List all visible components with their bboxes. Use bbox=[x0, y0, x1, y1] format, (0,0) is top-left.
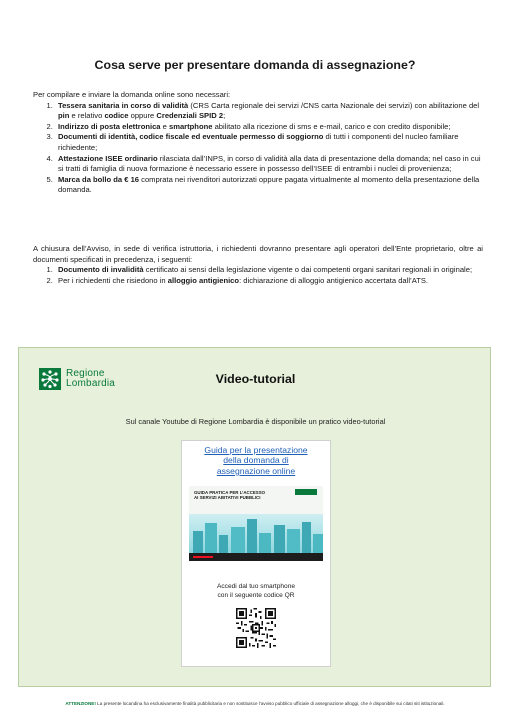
video-progress-bar[interactable] bbox=[193, 556, 213, 558]
requirement-item: 1. Tessera sanitaria in corso di validità (CRS Carta regionale dei servizi /CNS carta Nazionale dei servizi) con abilitazione del pin e relativo codice oppure Credenziali SPID 2; bbox=[55, 101, 483, 122]
video-tutorial-subtitle: Sul canale Youtube di Regione Lombardia è disponibile un pratico video-tutorial bbox=[125, 417, 386, 426]
requirements-section bbox=[33, 90, 483, 196]
video-player-controls[interactable] bbox=[189, 553, 323, 561]
requirement-item: 5. Marca da bollo da € 16 comprata nei rivenditori autorizzati oppure pagata virtualmente al momento della presentazione della domanda. bbox=[55, 175, 483, 196]
qr-code-icon[interactable] bbox=[236, 608, 276, 648]
thumbnail-header bbox=[189, 486, 323, 514]
video-tutorial-box bbox=[18, 347, 491, 687]
tutorial-guide-link[interactable]: Guida per la presentazione della domanda di assegnazione online bbox=[204, 445, 308, 476]
thumbnail-logo bbox=[295, 489, 317, 495]
page-title: Cosa serve per presentare domanda di assegnazione? bbox=[94, 58, 416, 72]
requirement-item: 4. Attestazione ISEE ordinario rilasciata dall’INPS, in corso di validità alla data di presentazione della domanda; nel caso in cui si tratti di famiglia di nuova formazione è necessario essere in possesso dell’ISEE di entrambi i nuclei di provenienza; bbox=[55, 154, 483, 175]
requirements-list bbox=[33, 101, 483, 196]
intro-text: Per compilare e inviare la domanda online sono necessari: bbox=[33, 90, 231, 99]
closing-item: 1. Documento di invalidità certificato ai sensi della legislazione vigente o dai competenti organi sanitari regionali in originale; bbox=[55, 265, 483, 276]
closing-paragraph: A chiusura dell’Avviso, in sede di verifica istruttoria, i richiedenti dovranno presentare agli operatori dell’Ente proprietario, oltre ai documenti specificati in precedenza, i seguenti: bbox=[33, 244, 483, 264]
thumbnail-caption: GUIDA PRATICA PER L’ACCESSO AI SERVIZI ABITATIVI PUBBLICI bbox=[194, 490, 266, 501]
qr-instructions: Accedi dal tuo smartphone con il seguente codice QR bbox=[216, 583, 296, 599]
closing-section bbox=[33, 244, 483, 286]
closing-list bbox=[33, 265, 483, 286]
requirement-item: 2. Indirizzo di posta elettronica e smartphone abilitato alla ricezione di sms e e-mail, carico e con credito disponibile; bbox=[55, 122, 483, 133]
closing-item: 2. Per i richiedenti che risiedono in alloggio antigienico: dichiarazione di alloggio antigienico accertata dall’ATS. bbox=[55, 276, 483, 287]
tutorial-card bbox=[181, 440, 331, 667]
video-thumbnail[interactable] bbox=[189, 486, 323, 561]
video-tutorial-title: Video-tutorial bbox=[215, 372, 296, 386]
logo-text: Regione Lombardia bbox=[66, 368, 116, 389]
thumbnail-scene bbox=[189, 514, 323, 553]
requirement-item: 3. Documenti di identità, codice fiscale ed eventuale permesso di soggiorno di tutti i componenti del nucleo familiare richiedente; bbox=[55, 132, 483, 153]
disclaimer-footer: ATTENZIONE! La presente locandina ha esclusivamente finalità pubblicitaria e non sostituisce l’avviso pubblico ufficiale di assegnazione alloggi, che è disponibile sui citati siti istituzionali. bbox=[65, 701, 445, 706]
